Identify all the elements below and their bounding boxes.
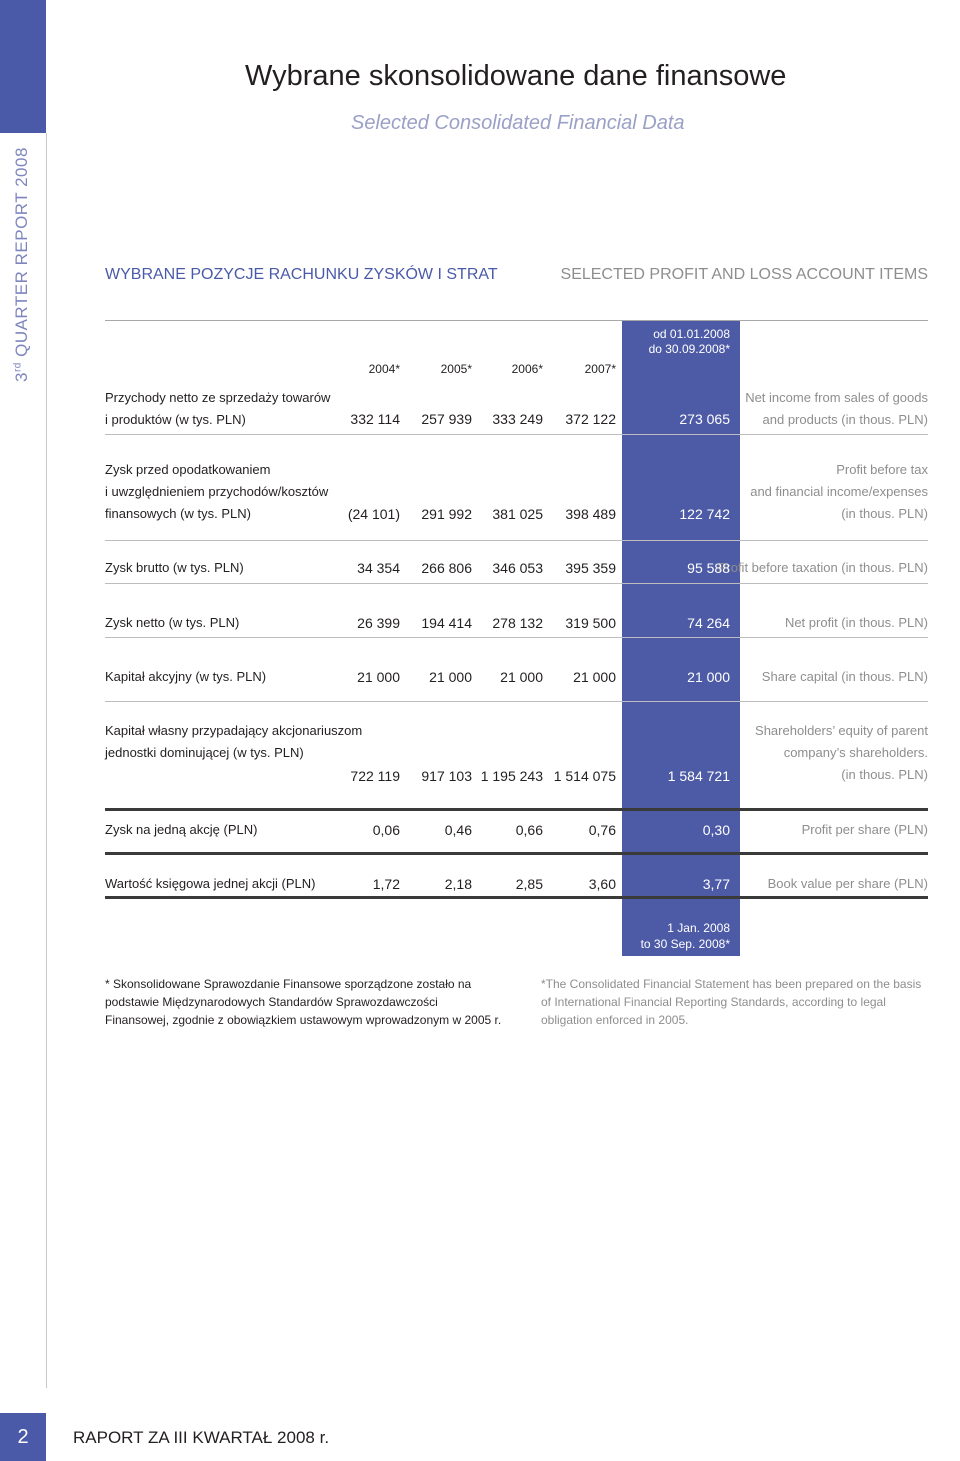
period-header: od 01.01.2008 do 30.09.2008*: [648, 327, 730, 356]
footer-text: RAPORT ZA III KWARTAŁ 2008 r.: [73, 1428, 330, 1447]
table-cell: 1 195 243: [480, 768, 543, 784]
table-cell: 0,46: [444, 822, 472, 838]
row-rule: [105, 583, 928, 584]
row-rule: [105, 637, 928, 638]
table-cell: 21 000: [357, 669, 400, 685]
year-header: 2004*: [368, 362, 400, 376]
highlight-cell: 3,77: [702, 876, 730, 892]
side-label-sup: rd: [12, 362, 24, 373]
row-label-pl: Kapitał własny przypadający akcjonariuszom jednostki dominującej (w tys. PLN): [105, 723, 363, 760]
row-rule: [105, 852, 928, 855]
table-cell: 333 249: [492, 411, 543, 427]
row-label-pl: Kapitał akcyjny (w tys. PLN): [105, 669, 267, 684]
highlight-cell: 1 584 721: [667, 768, 730, 784]
row-rule: [105, 896, 928, 899]
table-cell: 21 000: [573, 669, 616, 685]
report-side-label: [12, 147, 32, 382]
row-rule: [105, 701, 928, 702]
row-label-pl: Zysk przed opodatkowaniem i uwzględnieniem przychodów/kosztów finansowych (w tys. PLN): [105, 462, 329, 521]
table-cell: 26 399: [357, 615, 400, 631]
row-label-en: Net income from sales of goods and products (in thous. PLN): [745, 390, 928, 427]
table-cell: 0,66: [515, 822, 543, 838]
row-rule: [105, 540, 928, 541]
row-label-en: Shareholders’ equity of parent company’s shareholders. (in thous. PLN): [755, 723, 928, 782]
row-label-en: Net profit (in thous. PLN): [784, 615, 928, 630]
table-cell: 372 122: [565, 411, 616, 427]
row-label-pl: Zysk netto (w tys. PLN): [105, 615, 240, 630]
highlight-cell: 74 264: [687, 615, 730, 631]
highlight-cell: 21 000: [687, 669, 730, 685]
highlight-cell: 95 588: [687, 560, 730, 576]
table-cell: 0,76: [588, 822, 616, 838]
table-cell: 398 489: [565, 506, 616, 522]
row-label-pl: Zysk brutto (w tys. PLN): [105, 560, 244, 575]
table-cell: 194 414: [421, 615, 472, 631]
page-number: 2: [17, 1425, 29, 1448]
table-cell: 395 359: [565, 560, 616, 576]
period-footer: 1 Jan. 2008 to 30 Sep. 2008*: [640, 921, 730, 951]
row-rule: [105, 434, 928, 435]
footnote-pl: * Skonsolidowane Sprawozdanie Finansowe sporządzone zostało na podstawie Międzynarodowych Standardów Sprawozdawczości Finansowej, zgodnie z obowiązkiem ustawowym wprowadzonym w 2005 r.: [105, 977, 502, 1027]
section-title-pl: WYBRANE POZYCJE RACHUNKU ZYSKÓW I STRAT: [105, 266, 498, 283]
highlight-cell: 0,30: [702, 822, 730, 838]
table-top-rule: [105, 320, 928, 321]
table-cell: 257 939: [421, 411, 472, 427]
table-cell: 0,06: [372, 822, 400, 838]
row-label-pl: Wartość księgowa jednej akcji (PLN): [105, 876, 316, 891]
table-cell: 319 500: [565, 615, 616, 631]
table-cell: 2,18: [444, 876, 472, 892]
row-label-en: Profit before tax and financial income/expenses (in thous. PLN): [750, 462, 928, 521]
table-cell: 291 992: [421, 506, 472, 522]
table-cell: 722 119: [350, 768, 400, 784]
footnote-en: *The Consolidated Financial Statement has been prepared on the basis of International Financial Reporting Standards, according to legal obligation enforced in 2005.: [541, 977, 922, 1027]
year-header: 2006*: [511, 362, 543, 376]
table-cell: 278 132: [492, 615, 543, 631]
highlight-cell: 273 065: [679, 411, 730, 427]
table-cell: 21 000: [429, 669, 472, 685]
row-label-pl: Przychody netto ze sprzedaży towarów i produktów (w tys. PLN): [105, 390, 331, 427]
table-cell: 917 103: [421, 768, 472, 784]
table-cell: 1,72: [372, 876, 400, 892]
row-label-en: Book value per share (PLN): [767, 876, 928, 891]
table-cell: 3,60: [588, 876, 616, 892]
section-title-en: SELECTED PROFIT AND LOSS ACCOUNT ITEMS: [560, 266, 928, 283]
table-cell: 1 514 075: [553, 768, 616, 784]
page-subtitle: Selected Consolidated Financial Data: [351, 112, 685, 134]
table-cell: 34 354: [357, 560, 400, 576]
side-label-num: 3: [12, 372, 31, 382]
table-cell: 2,85: [515, 876, 543, 892]
page-title: Wybrane skonsolidowane dane finansowe: [245, 60, 787, 92]
side-divider: [46, 133, 47, 1388]
table-cell: 381 025: [492, 506, 543, 522]
year-header: 2005*: [440, 362, 472, 376]
row-label-pl: Zysk na jedną akcję (PLN): [105, 822, 258, 837]
table-cell: 21 000: [500, 669, 543, 685]
table-cell: 332 114: [350, 411, 400, 427]
row-label-en: Profit before taxation (in thous. PLN): [717, 560, 928, 575]
side-bar-top: [0, 0, 46, 133]
row-rule: [105, 808, 928, 811]
side-label-text: QUARTER REPORT 2008: [12, 147, 31, 363]
table-cell: 346 053: [492, 560, 543, 576]
highlight-cell: 122 742: [679, 506, 730, 522]
year-header: 2007*: [584, 362, 616, 376]
row-label-en: Share capital (in thous. PLN): [761, 669, 928, 684]
row-label-en: Profit per share (PLN): [801, 822, 928, 837]
table-cell: 266 806: [421, 560, 472, 576]
table-cell: (24 101): [347, 506, 400, 522]
